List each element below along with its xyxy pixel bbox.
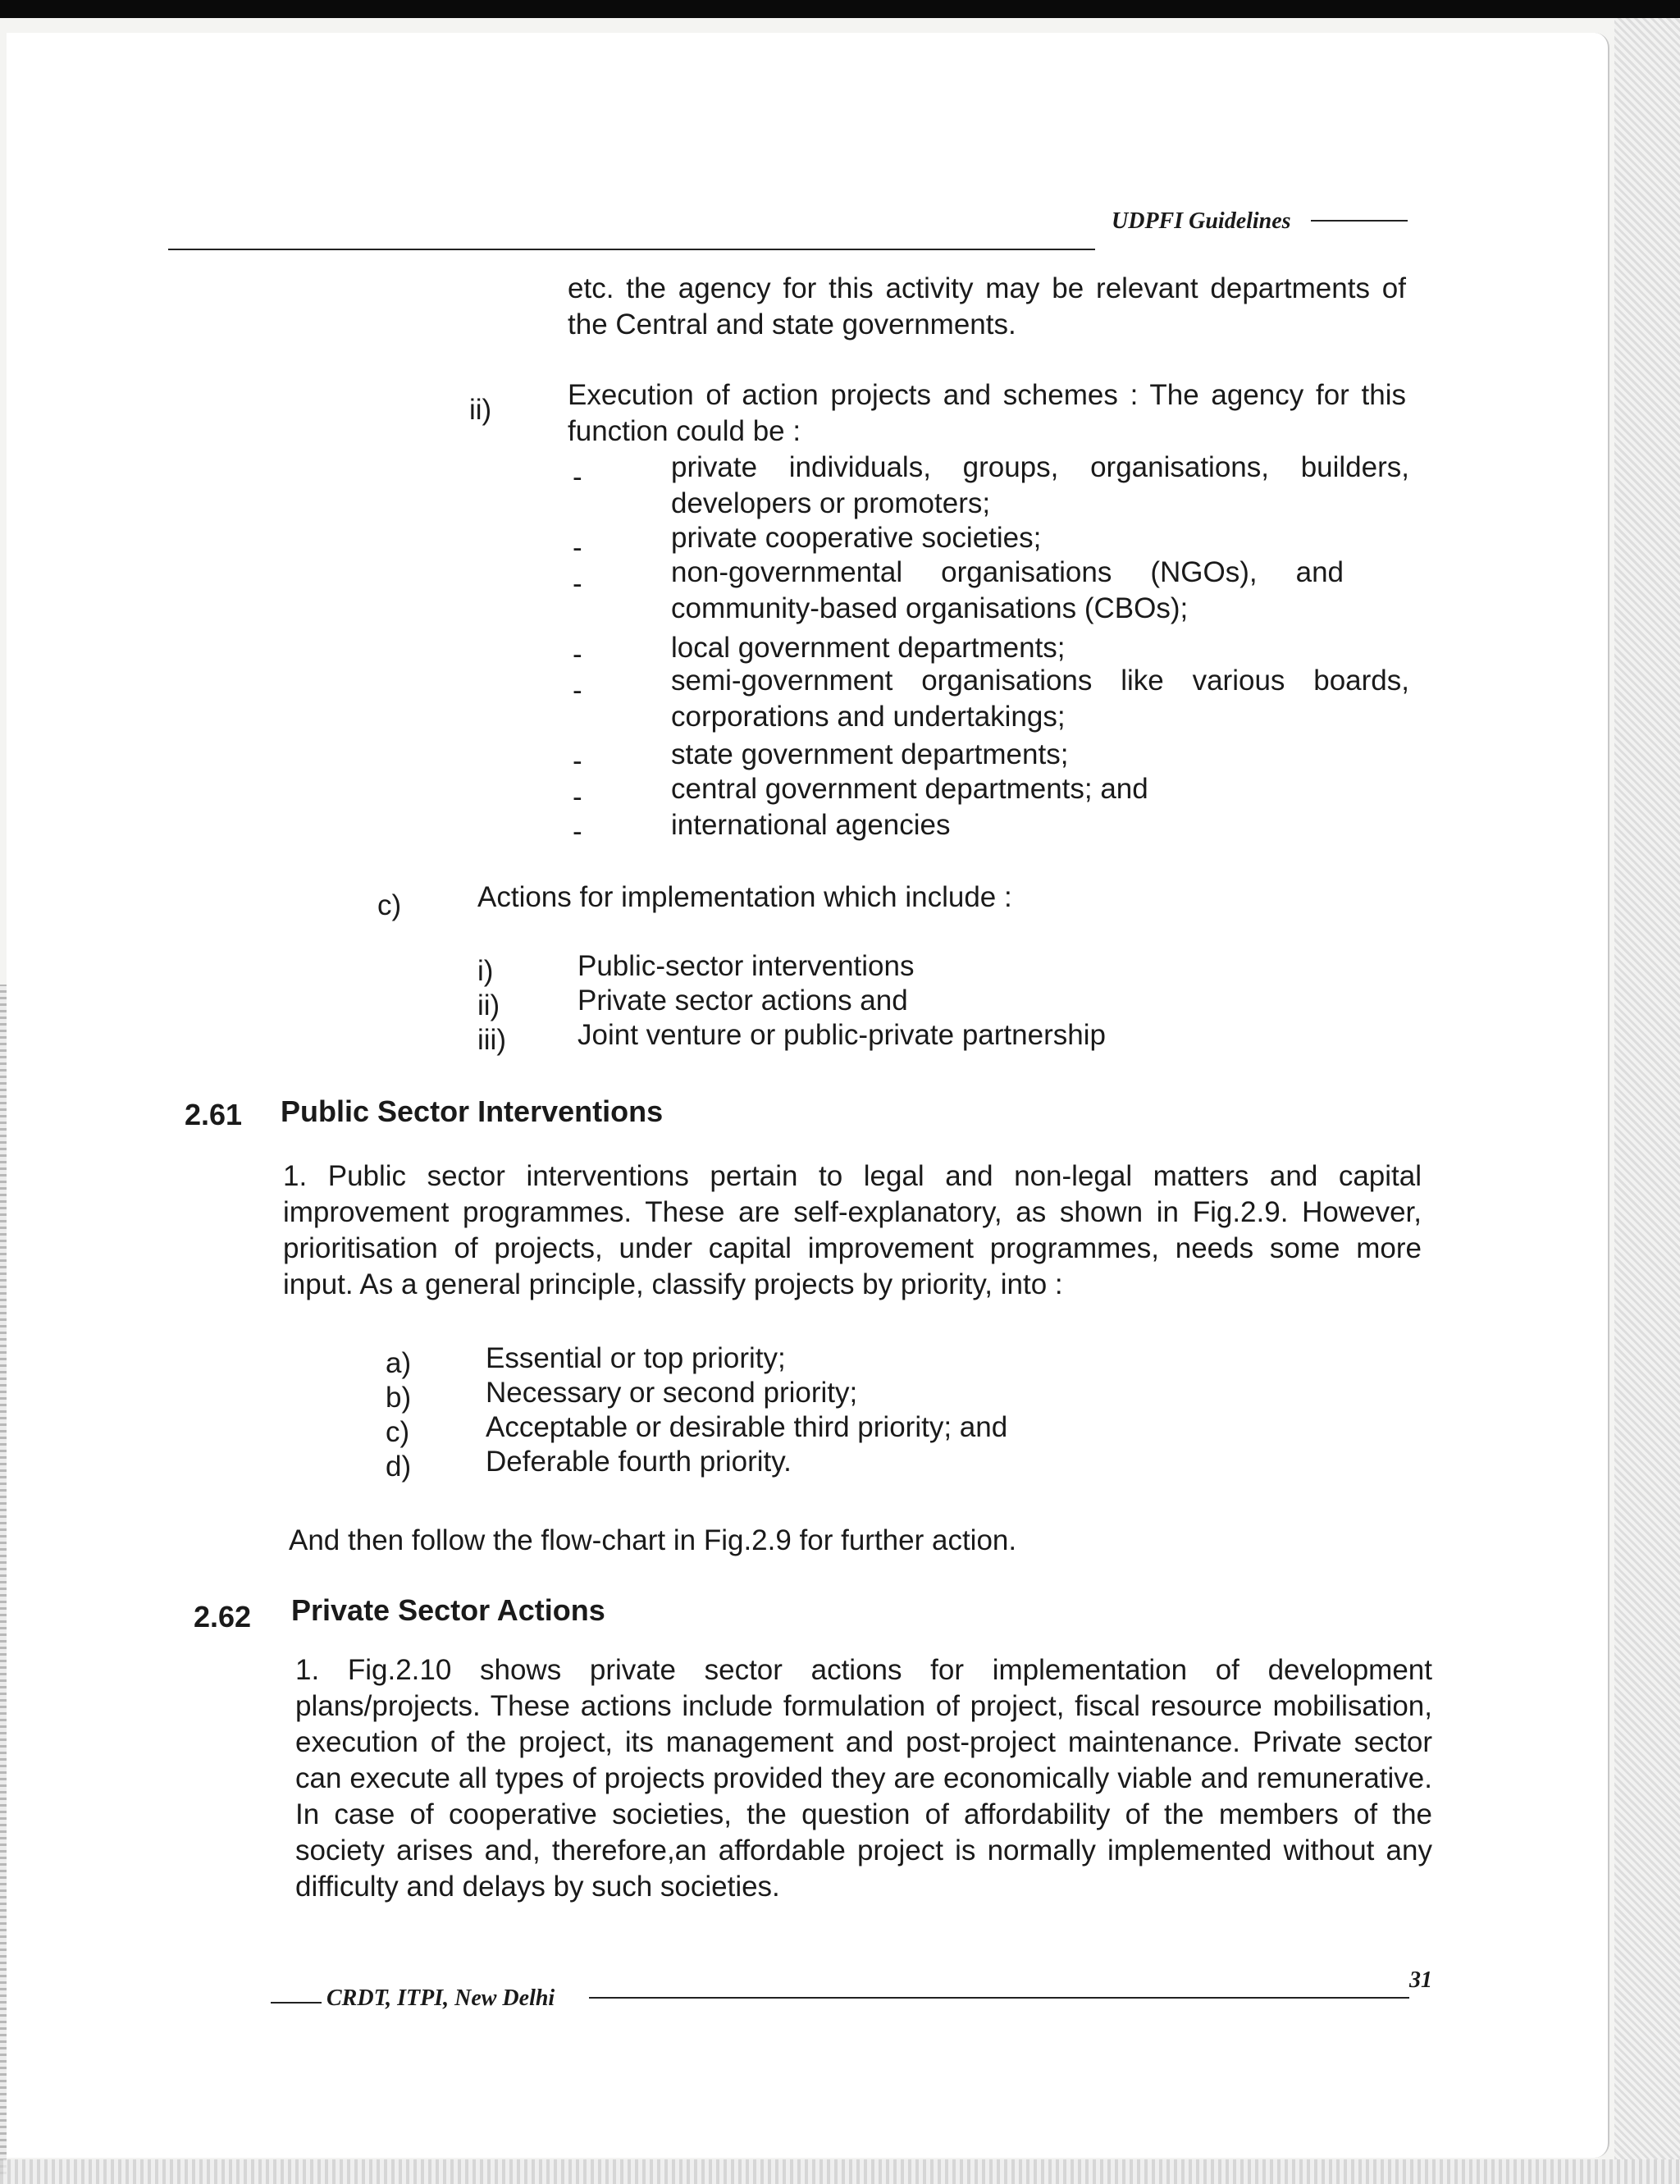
priority-marker: a) — [386, 1347, 412, 1379]
bullet-dash: - — [573, 816, 582, 848]
priority-text: Acceptable or desirable third priority; and — [486, 1411, 1008, 1443]
bullet-item: private individuals, groups, organisations, builders, developers or promoters; — [671, 451, 1409, 519]
section-title: Public Sector Interventions — [281, 1094, 664, 1128]
scan-top-border — [0, 0, 1680, 18]
subitem-text: Joint venture or public-private partnership — [578, 1019, 1106, 1051]
section-paragraph: 1. Public sector interventions pertain to legal and non-legal matters and capital improvement programmes. These are self-explanatory, as shown in Fig.2.9. However, prioritisation of projects, under capital improvement programmes, needs some more input. As a general principle, classify projects by priority, into : — [283, 1160, 1422, 1300]
item-marker: c) — [377, 889, 402, 921]
bullet-item: international agencies — [671, 809, 951, 841]
footer-rule-left — [271, 2002, 322, 2004]
bullet-dash: - — [573, 532, 582, 564]
bullet-dash: - — [573, 461, 582, 493]
bullet-item: private cooperative societies; — [671, 522, 1042, 554]
section-paragraph: 1. Fig.2.10 shows private sector actions for implementation of development plans/projects. These actions include formulation of project, fiscal resource mobilisation, execution of the project, its management and post-project maintenance. Private sector can execute all types of projects provided they are economically viable and remunerative. In case of cooperative societies, the question of affordability of the members of the society arises and, therefore,an affordable project is normally implemented without any difficulty and delays by such societies. — [295, 1654, 1432, 1903]
subitem-marker: i) — [477, 955, 494, 987]
bullet-item: semi-government organisations like various boards, corporations and undertakings; — [671, 665, 1409, 733]
bullet-dash: - — [573, 638, 582, 670]
closing-sentence: And then follow the flow-chart in Fig.2.9 for further action. — [289, 1524, 1017, 1556]
bullet-dash: - — [573, 745, 582, 777]
priority-text: Necessary or second priority; — [486, 1377, 858, 1409]
bullet-item: central government departments; and — [671, 773, 1148, 805]
section-number: 2.62 — [194, 1600, 252, 1633]
page-number: 31 — [1409, 1967, 1432, 1993]
section-title: Private Sector Actions — [291, 1593, 605, 1627]
subitem-text: Private sector actions and — [578, 985, 908, 1017]
scan-right-edge — [1614, 18, 1680, 2159]
subitem-marker: ii) — [477, 989, 500, 1021]
subitem-text: Public-sector interventions — [578, 950, 915, 982]
header-rule-right — [1311, 220, 1408, 222]
priority-text: Deferable fourth priority. — [486, 1446, 792, 1478]
bullet-dash: - — [573, 568, 582, 600]
scan-bottom-edge — [0, 2159, 1680, 2184]
bullet-item: non-governmental organisations (NGOs), and community-based organisations (CBOs); — [671, 556, 1344, 624]
priority-marker: c) — [386, 1416, 410, 1448]
footer-rule — [589, 1997, 1409, 1999]
bullet-item: local government departments; — [671, 632, 1066, 664]
header-title: UDPFI Guidelines — [1112, 208, 1291, 234]
bullet-dash: - — [573, 674, 582, 706]
section-number: 2.61 — [185, 1098, 243, 1131]
footer-source: CRDT, ITPI, New Delhi — [326, 1985, 555, 2011]
scan-left-edge — [0, 985, 7, 2174]
bullet-dash: - — [573, 781, 582, 813]
priority-marker: d) — [386, 1451, 412, 1483]
header-rule — [168, 249, 1095, 250]
bullet-item: state government departments; — [671, 738, 1069, 770]
item-marker: ii) — [469, 394, 492, 426]
subitem-marker: iii) — [477, 1024, 506, 1056]
item-text: Actions for implementation which include : — [477, 881, 1012, 913]
priority-marker: b) — [386, 1382, 412, 1414]
priority-text: Essential or top priority; — [486, 1342, 786, 1374]
item-text: Execution of action projects and schemes : The agency for this function could be : — [568, 379, 1406, 447]
continuation-paragraph: etc. the agency for this activity may be relevant departments of the Central and state governments. — [568, 272, 1406, 340]
